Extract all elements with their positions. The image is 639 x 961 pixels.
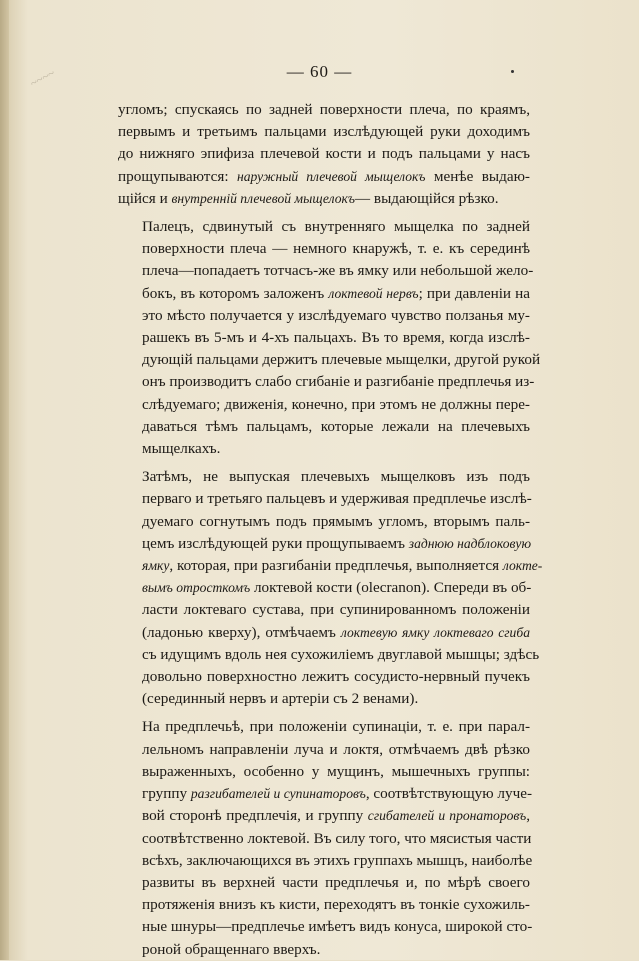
text-segment: , соотвѣтствующую луче- xyxy=(365,785,533,803)
italic-term: локте- xyxy=(502,558,543,574)
text-line xyxy=(118,533,530,555)
text-line xyxy=(118,783,533,805)
text-segment: , xyxy=(526,807,530,825)
text-segment: , которая, при разгибаніи предплечья, выполняется xyxy=(169,557,503,575)
text-segment: щійся и xyxy=(118,189,172,207)
text-line xyxy=(118,188,530,210)
italic-term: заднюю надблоковую xyxy=(408,535,532,551)
text-line xyxy=(118,371,535,393)
text-segment: прощупываются: xyxy=(118,167,237,185)
text-line xyxy=(118,466,530,488)
text-segment: всѣхъ, заключающихся въ этихъ группахъ мышцъ, наиболѣе xyxy=(142,851,533,869)
text-segment: лельномъ направленіи луча и локтя, отмѣчаемъ двѣ рѣзко xyxy=(142,740,530,758)
italic-term: внутренній плечевой мыщелокъ xyxy=(171,190,355,206)
text-segment: ные шнуры—предплечье имѣетъ видъ конуса, широкой сто- xyxy=(142,918,533,936)
text-line xyxy=(118,394,530,416)
text-segment: цемъ изслѣдующей руки прощупываемъ xyxy=(142,534,409,552)
paragraph xyxy=(118,716,533,960)
text-segment: менѣе выдаю- xyxy=(425,167,530,185)
text-segment: соотвѣтственно локтевой. Въ силу того, что мясистыя части xyxy=(142,829,532,847)
text-segment: ; при давленіи на xyxy=(418,284,531,302)
text-line xyxy=(118,416,530,438)
text-segment: рашекъ въ 5-мъ и 4-хъ пальцахъ. Въ то время, когда изслѣ- xyxy=(142,329,530,347)
italic-term: разгибателей и супинаторовъ xyxy=(190,786,366,802)
text-segment: развиты въ верхней части предплечья и, по мѣрѣ своего xyxy=(142,873,530,891)
text-segment: роной обращеннаго вверхъ. xyxy=(142,940,321,958)
text-line xyxy=(118,761,530,783)
text-segment: На предплечьѣ, при положеніи супинаціи, т. е. при парал- xyxy=(142,718,530,736)
text-segment: слѣдуемаго; движенія, конечно, при этомъ не должны пере- xyxy=(142,395,530,413)
text-line xyxy=(118,850,533,872)
body-text xyxy=(118,99,543,961)
text-line xyxy=(118,511,530,533)
italic-term: наружный плечевой мыщелокъ xyxy=(236,168,426,184)
text-segment: онъ производитъ слабо сгибаніе и разгибаніе предплечья из- xyxy=(142,373,535,391)
text-segment: поверхности плеча — немного кнаружѣ, т. е. къ серединѣ xyxy=(142,240,530,258)
text-line xyxy=(118,438,530,460)
text-line xyxy=(118,622,530,644)
text-line xyxy=(118,305,530,327)
text-line xyxy=(118,143,530,165)
text-line xyxy=(118,260,534,282)
text-line xyxy=(118,327,530,349)
text-segment: Палецъ, сдвинутый съ внутренняго мыщелка по задней xyxy=(142,218,530,236)
text-segment: (ладонью кверху), отмѣчаемъ xyxy=(142,623,341,641)
pencil-mark: ~~~~ xyxy=(27,65,58,91)
text-line xyxy=(118,739,530,761)
text-segment: до нижняго эпифиза плечевой кости и подъ пальцами у насъ xyxy=(118,145,530,163)
text-segment: (серединный нервъ и артеріи съ 2 венами). xyxy=(142,690,419,708)
text-line xyxy=(118,828,530,850)
text-line xyxy=(118,577,530,599)
text-line xyxy=(118,688,530,710)
paragraph xyxy=(118,216,541,460)
text-segment: локтевой кости (olecranon). Спереди въ об- xyxy=(250,579,532,597)
paragraph xyxy=(118,99,530,210)
text-segment: Затѣмъ, не выпуская плечевыхъ мыщелковъ изъ подъ xyxy=(142,468,530,486)
text-segment: даваться тѣмъ пальцамъ, которые лежали на плечевыхъ xyxy=(142,417,530,435)
italic-term: ямку xyxy=(142,558,170,574)
text-segment: плеча—попадаетъ тотчасъ-же въ ямку или небольшой жело- xyxy=(142,262,534,280)
text-line xyxy=(118,216,530,238)
italic-term: локтевой нервъ xyxy=(328,285,419,301)
text-line xyxy=(118,666,530,688)
text-line xyxy=(118,894,530,916)
text-line xyxy=(118,939,530,961)
text-segment: съ идущимъ вдоль нея сухожиліемъ двуглавой мышцы; здѣсь xyxy=(142,645,540,663)
text-segment: ласти локтеваго сустава, при супинированномъ положеніи xyxy=(142,601,530,619)
italic-term: сгибателей и пронаторовъ xyxy=(367,808,527,824)
text-line xyxy=(118,121,530,143)
text-line xyxy=(118,488,530,510)
text-line xyxy=(118,283,530,305)
text-line xyxy=(118,349,541,371)
text-segment: угломъ; спускаясь по задней поверхности плеча, по краямъ, xyxy=(118,101,530,118)
text-segment: бокъ, въ которомъ заложенъ xyxy=(142,284,329,302)
text-line xyxy=(118,238,530,260)
text-line xyxy=(118,99,530,121)
text-segment: — выдающійся рѣзко. xyxy=(354,189,499,207)
text-segment: первымъ и третьимъ пальцами изслѣдующей руки доходимъ xyxy=(118,123,530,141)
text-line xyxy=(118,599,530,621)
text-segment: довольно поверхностно лежитъ сосудисто-нервный пучекъ xyxy=(142,668,530,686)
italic-term: локтевую ямку локтеваго сгиба xyxy=(340,624,530,640)
text-segment: дующій пальцами держитъ плечевые мыщелки, другой рукой xyxy=(142,351,541,369)
text-segment: выраженныхъ, особенно у мущинъ, мышечныхъ группы: xyxy=(142,762,530,780)
text-line xyxy=(118,555,543,577)
text-line xyxy=(118,716,530,738)
text-line xyxy=(118,872,530,894)
text-segment: протяженія внизъ къ кисти, переходятъ въ тонкіе сухожиль- xyxy=(142,896,530,914)
text-line xyxy=(118,166,530,188)
text-segment: группу xyxy=(142,785,191,803)
page-number: — 60 — xyxy=(286,62,353,81)
text-segment: мыщелкахъ. xyxy=(142,440,221,458)
text-segment: перваго и третьяго пальцевъ и удерживая предплечье изслѣ- xyxy=(142,490,532,508)
ink-dot xyxy=(511,70,514,73)
text-segment: дуемаго согнутымъ подъ прямымъ угломъ, вторымъ паль- xyxy=(142,512,530,530)
text-segment: вой сторонѣ предплечія, и группу xyxy=(142,807,368,825)
text-line xyxy=(118,644,540,666)
paragraph xyxy=(118,466,543,710)
text-line xyxy=(118,916,533,938)
italic-term: вымъ отросткомъ xyxy=(142,580,251,596)
text-line xyxy=(118,805,530,827)
page-binding-edge xyxy=(0,0,9,960)
text-segment: это мѣсто получается у изслѣдуемаго чувство ползанья му- xyxy=(142,306,530,324)
